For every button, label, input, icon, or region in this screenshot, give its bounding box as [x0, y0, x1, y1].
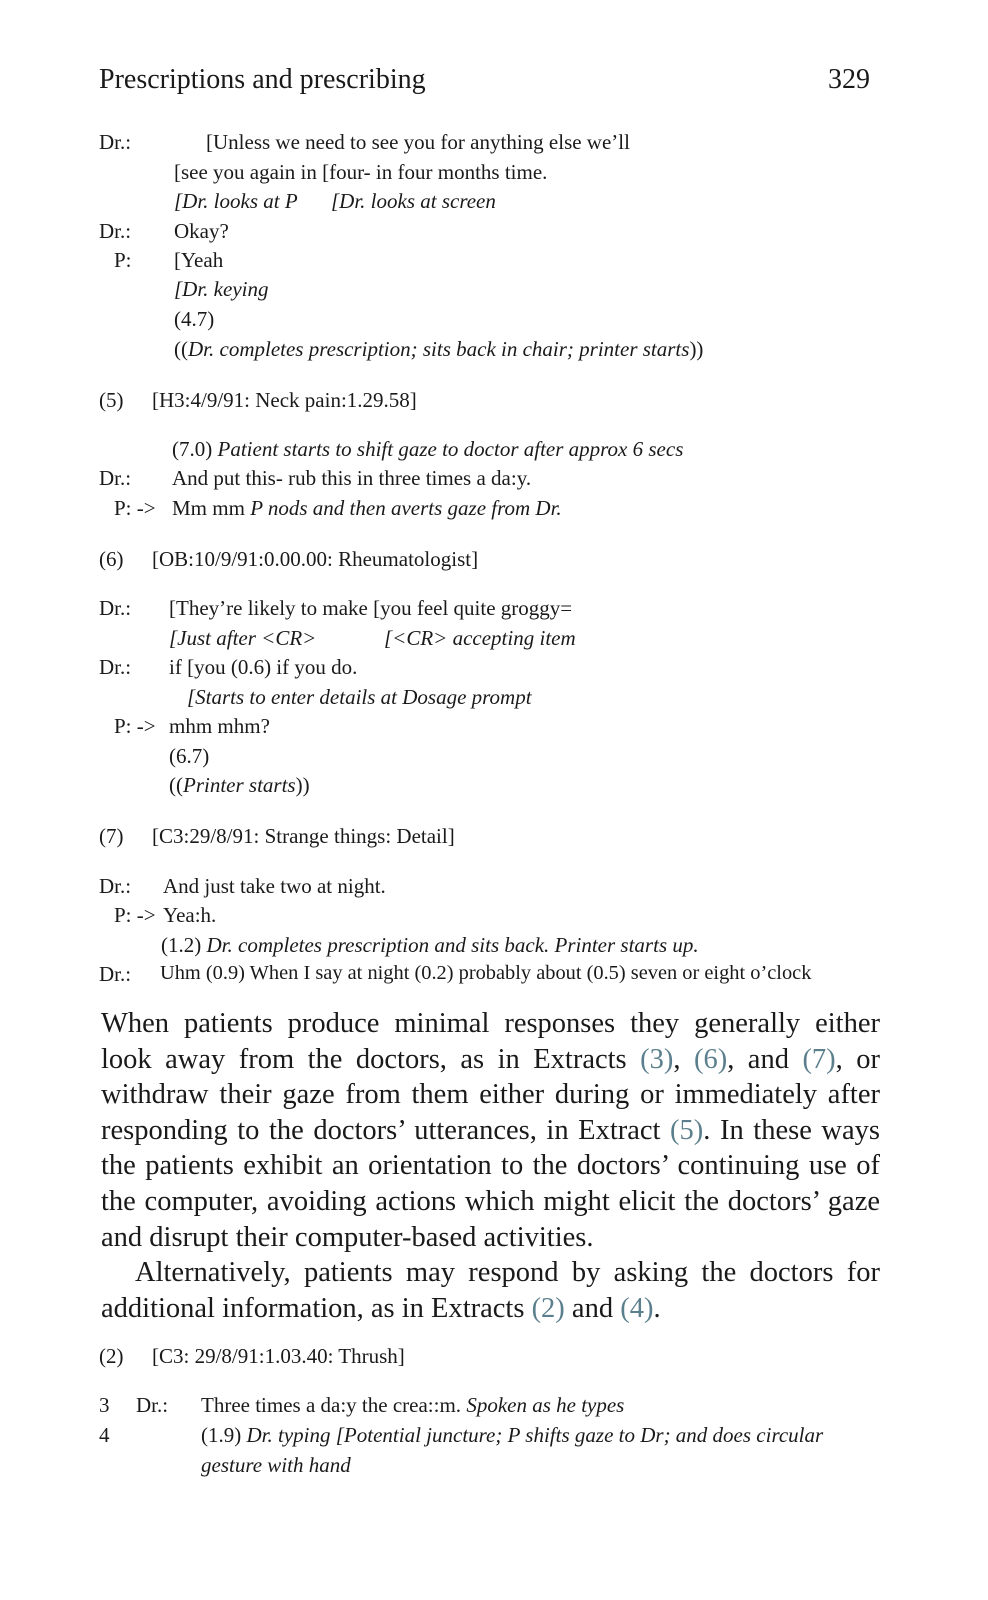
extract-label: (2) — [99, 1344, 124, 1368]
transcript-annotation: [Dr. looks at P — [174, 189, 298, 213]
transcript-line: Three times a da:y the crea::m. Spoken as he types — [201, 1393, 625, 1417]
pause-timing: (6.7) — [169, 744, 210, 768]
transcript-line: Mm mm P nods and then averts gaze from Dr. — [172, 496, 562, 520]
transcript-line: [see you again in [four- in four months time. — [174, 160, 548, 184]
transcript-line: gesture with hand — [201, 1453, 351, 1477]
transcript-annotation: [Just after <CR> — [169, 626, 317, 650]
extract-reference: [OB:10/9/91:0.00.00: Rheumatologist] — [152, 547, 479, 571]
line-number: 3 — [99, 1393, 110, 1417]
transcript-line: (1.2) Dr. completes prescription and sits back. Printer starts up. — [161, 933, 699, 957]
speaker-label: P: -> — [114, 496, 156, 520]
transcript-annotation: [Starts to enter details at Dosage prompt — [187, 685, 532, 709]
speaker-label: P: -> — [114, 903, 156, 927]
running-title: Prescriptions and prescribing — [99, 64, 426, 95]
speaker-label: Dr.: — [99, 962, 132, 986]
extract-reference: [C3: 29/8/91:1.03.40: Thrush] — [152, 1344, 405, 1368]
transcript-annotation: [Dr. looks at screen — [331, 189, 496, 213]
extract-reference-link[interactable]: (4) — [620, 1292, 654, 1324]
speaker-label: P: — [114, 248, 132, 272]
speaker-label: Dr.: — [99, 874, 132, 898]
speaker-label: P: -> — [114, 714, 156, 738]
transcript-line: [They’re likely to make [you feel quite groggy= — [169, 596, 573, 620]
transcript-annotation: ((Printer starts)) — [169, 773, 310, 797]
extract-reference-link[interactable]: (5) — [670, 1114, 704, 1146]
speaker-label: Dr.: — [99, 596, 132, 620]
extract-reference-link[interactable]: (6) — [693, 1043, 728, 1075]
transcript-line: Okay? — [174, 219, 229, 243]
transcript-line: if [you (0.6) if you do. — [169, 655, 358, 679]
extract-reference: [H3:4/9/91: Neck pain:1.29.58] — [152, 388, 417, 412]
transcript-annotation: ((Dr. completes prescription; sits back in chair; printer starts)) — [174, 337, 704, 361]
extract-label: (5) — [99, 388, 124, 412]
pause-timing: (4.7) — [174, 307, 215, 331]
speaker-label: Dr.: — [136, 1393, 169, 1417]
speaker-label: Dr.: — [99, 466, 132, 490]
page-number: 329 — [828, 64, 870, 95]
line-number: 4 — [99, 1423, 110, 1447]
transcript-line: (7.0) Patient starts to shift gaze to doctor after approx 6 secs — [172, 437, 684, 461]
transcript-annotation: [Dr. keying — [174, 277, 269, 301]
extract-label: (7) — [99, 824, 124, 848]
transcript-line: And put this- rub this in three times a da:y. — [172, 466, 532, 490]
extract-reference-link[interactable]: (3) — [640, 1043, 674, 1075]
transcript-line: Yea:h. — [163, 903, 217, 927]
extract-reference: [C3:29/8/91: Strange things: Detail] — [152, 824, 455, 848]
speaker-label: Dr.: — [99, 219, 132, 243]
transcript-line: (1.9) Dr. typing [Potential juncture; P shifts gaze to Dr; and does circular — [201, 1423, 824, 1447]
transcript-line: [Yeah — [174, 248, 224, 272]
speaker-label: Dr.: — [99, 655, 132, 679]
transcript-line: [Unless we need to see you for anything else we’ll — [206, 130, 630, 154]
speaker-label: Dr.: — [99, 130, 132, 154]
body-text — [101, 1006, 880, 1326]
transcript-line: And just take two at night. — [163, 874, 386, 898]
extract-reference-link[interactable]: (7) — [802, 1043, 836, 1075]
transcript-annotation: [<CR> accepting item — [384, 626, 576, 650]
paragraph: Alternatively, patients may respond by asking the doctors for additional information, as in Extracts (2) and (4). — [101, 1257, 880, 1324]
transcript-line: Uhm (0.9) When I say at night (0.2) probably about (0.5) seven or eight o’clock — [160, 962, 812, 984]
paragraph: When patients produce minimal responses they generally either look away from the doctors, as in Extracts (3), (6), and (7), or withdraw their gaze from them either during or immediately after responding to the doctors’ utterances, in Extract (5). In these ways the patients exhibit an orientation to the doctors’ continuing use of the computer, avoiding actions which might elicit the doctors’ gaze and disrupt their computer-based activities. — [101, 1008, 881, 1253]
transcript-line: mhm mhm? — [169, 714, 270, 738]
extract-label: (6) — [99, 547, 124, 571]
extract-reference-link[interactable]: (2) — [531, 1292, 565, 1324]
